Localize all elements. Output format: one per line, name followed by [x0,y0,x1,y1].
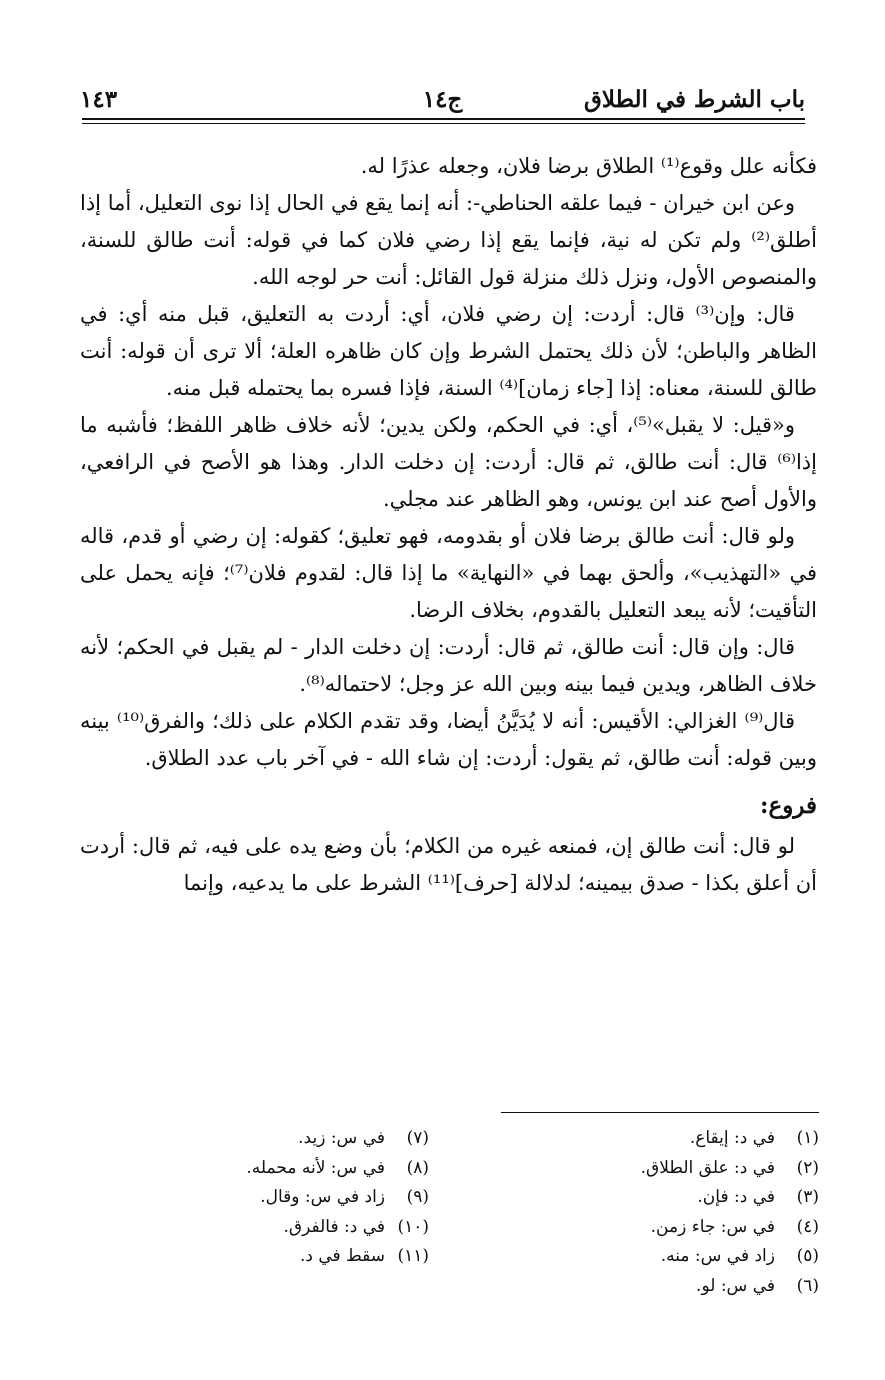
volume-number: ج١٤ [422,86,463,113]
main-text [80,148,817,902]
paragraph: قال: وإن⁽³⁾ قال: أردت: إن رضي فلان، أي: أردت به التعليق، قبل منه أي: في الظاهر والباطن؛ لأن ذلك يحتمل الشرط وإن كان ظاهره العلة؛ ألا ترى أن قوله: أنت طالق للسنة، معناه: إذا [جاء زمان]⁽⁴⁾ السنة، فإذا فسره بما يحتمله قبل منه. [80,302,817,400]
footnote-number: (٨) [406,1157,429,1178]
footnote-text: في د: علق الطلاق. [640,1157,775,1178]
footnote [479,1213,819,1243]
footnote-text: في د: فالفرق. [283,1216,385,1237]
footnote-number: (٤) [796,1216,819,1237]
footnote [479,1242,819,1272]
footnote [109,1124,429,1154]
footnote [109,1213,429,1243]
footnote-text: زاد في س: منه. [660,1246,775,1266]
footnote-text: في د: فإن. [697,1187,775,1207]
footnote-number: (٣) [796,1187,819,1207]
footnote-number: (١١) [397,1246,429,1266]
footnote-text: في س: زيد. [298,1128,385,1148]
footnote [479,1154,819,1184]
chapter-title: باب الشرط في الطلاق [584,86,805,113]
paragraph: و«قيل: لا يقبل»⁽⁵⁾، أي: في الحكم، ولكن يدين؛ لأنه خلاف ظاهر اللفظ؛ فأشبه ما إذا⁽⁶⁾ قال: أنت طالق، ثم قال: أردت: إن دخلت الدار. وهذا هو الأصح في الرافعي، والأول أصح عند ابن يونس، وهو الظاهر عند مجلي. [80,413,817,511]
footnote-number: (٦) [796,1275,819,1296]
footnote-column-right [479,1124,819,1301]
paragraph: وعن ابن خيران - فيما علقه الحناطي-: أنه إنما يقع في الحال إذا نوى التعليل، أما إذا أطلق⁽²⁾ ولم تكن له نية، فإنما يقع إذا رضي فلان كما في قوله: أنت طالق للسنة، والمنصوص الأول، ونزل ذلك منزلة قول القائل: أنت حر لوجه الله. [80,191,817,289]
footnote-text: في س: لأنه محمله. [246,1157,385,1178]
header-rule-thin [82,123,805,124]
footnote-text: في د: إيقاع. [689,1128,775,1148]
subheading: فروع: [759,792,817,819]
footnote-text: زاد في س: وقال. [260,1187,385,1207]
footnote [479,1124,819,1154]
footnote-separator [501,1112,819,1113]
footnote-column-left [109,1124,429,1272]
footnote-number: (٧) [406,1128,429,1148]
footnote [109,1183,429,1213]
footnote [109,1242,429,1272]
footnote [109,1154,429,1184]
footnote-text: سقط في د. [299,1246,385,1266]
paragraph: لو قال: أنت طالق إن، فمنعه غيره من الكلام؛ بأن وضع يده على فيه، ثم قال: أردت أن أعلق بكذا - صدق بيمينه؛ لدلالة [حرف]⁽¹¹⁾ الشرط على ما يدعيه، وإنما [80,834,817,895]
paragraph: فكأنه علل وقوع⁽¹⁾ الطلاق برضا فلان، وجعله عذرًا له. [360,154,817,178]
footnote-number: (٩) [406,1187,429,1207]
paragraph: قال⁽⁹⁾ الغزالي: الأقيس: أنه لا يُدَيَّنُ أيضا، وقد تقدم الكلام على ذلك؛ والفرق⁽¹⁰⁾ بينه وبين قوله: أنت طالق، ثم يقول: أردت: إن شاء الله - في آخر باب عدد الطلاق. [80,709,817,770]
footnote [479,1183,819,1213]
footnote-text: في س: لو. [696,1275,775,1296]
page-header [80,86,805,120]
footnote [479,1272,819,1302]
footnote-number: (١) [796,1128,819,1148]
footnote-text: في س: جاء زمن. [650,1216,775,1237]
footnote-number: (٢) [796,1157,819,1178]
paragraph: قال: وإن قال: أنت طالق، ثم قال: أردت: إن دخلت الدار - لم يقبل في الحكم؛ لأنه خلاف الظاهر، ويدين فيما بينه وبين الله عز وجل؛ لاحتماله⁽⁸⁾. [80,635,817,696]
page-number: ١٤٣ [80,86,118,113]
paragraph: ولو قال: أنت طالق برضا فلان أو بقدومه، فهو تعليق؛ كقوله: إن رضي أو قدم، قاله في «التهذيب»، وألحق بهما في «النهاية» ما إذا قال: لقدوم فلان⁽⁷⁾؛ فإنه يحمل على التأقيت؛ لأنه يبعد التعليل بالقدوم، بخلاف الرضا. [80,524,817,622]
header-rule-thick [82,118,805,120]
footnote-number: (٥) [796,1246,819,1266]
footnote-number: (١٠) [397,1216,429,1237]
